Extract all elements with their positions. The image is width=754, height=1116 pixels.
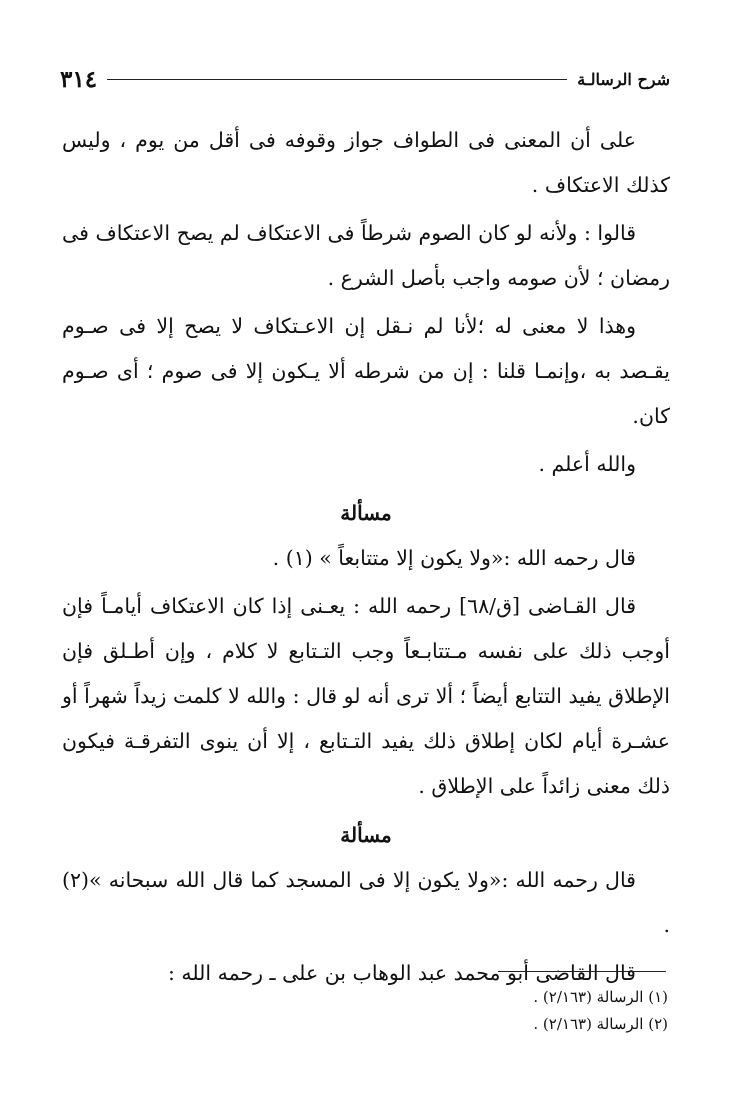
footnotes — [380, 984, 668, 1038]
page-header — [60, 62, 670, 96]
commentary: قال القاضى أبو محمد عبد الوهاب بن على ـ رحمه الله : — [167, 961, 636, 985]
commentary: قال القـاضى [ق/٦٨] رحمه الله : يعـنى إذا كان الاعتكاف أيامـاً فإن أوجب ذلك على نفسه مـتتابـعاً وجب التـتابع لا كلام ، وإن أطـلق فإن الإطلاق يفيد التتابع أيضاً ؛ ألا ترى أنه لو قال : والله لا كلمت زيداً شهراً أو عشـرة أيام لكان إطلاق ذلك يفيد التـتابع ، إلا أن ينوى التفرقـة فيكون ذلك معنى زائداً على الإطلاق . — [62, 594, 670, 798]
quoted-text: قال رحمه الله :«ولا يكون إلا فى المسجد كما قال الله سبحانه »(٢) . — [62, 868, 670, 937]
paragraph: والله أعلم . — [538, 452, 636, 476]
body-text — [62, 118, 670, 999]
page-number: ٣١٤ — [60, 65, 98, 93]
paragraph: قالوا : ولأنه لو كان الصوم شرطاً فى الاعتكاف لم يصح الاعتكاف فى رمضان ؛ لأن صومه واجب بأصل الشرع . — [62, 221, 670, 290]
header-rule — [107, 79, 567, 80]
section-heading: مسألة — [340, 823, 392, 847]
footnote-rule — [498, 971, 666, 972]
running-title: شرح الرسالـة — [577, 69, 670, 89]
paragraph: على أن المعنى فى الطواف جواز وقوفه فى أقل من يوم ، وليس كذلك الاعتكاف . — [62, 128, 670, 197]
footnote: (١) الرسالة (٢/١٦٣) . — [533, 988, 668, 1006]
section-heading: مسألة — [340, 501, 392, 525]
quoted-text: قال رحمه الله :«ولا يكون إلا متتابعاً » (١) . — [272, 546, 636, 570]
footnote: (٢) الرسالة (٢/١٦٣) . — [533, 1015, 668, 1033]
paragraph: وهذا لا معنى له ؛لأنا لم نـقل إن الاعـتكاف لا يصح إلا فى صـوم يقـصد به ،وإنمـا قلنا : إن من شرطه ألا يـكون إلا فى صوم ؛ أى صـوم كان. — [62, 314, 670, 428]
